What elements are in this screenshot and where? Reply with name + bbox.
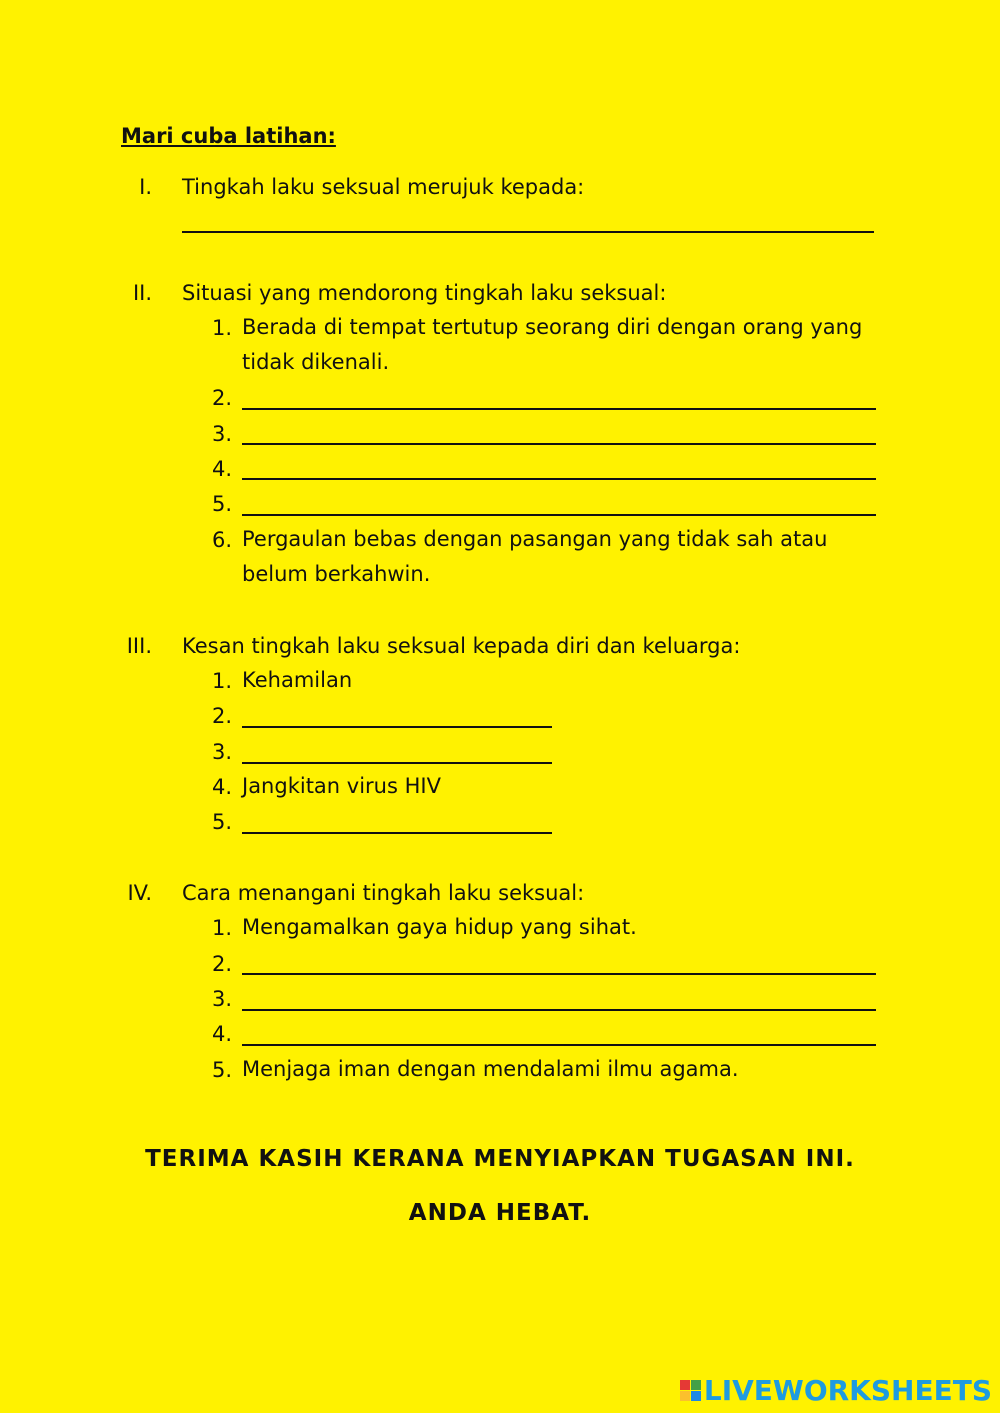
section-4-numeral: IV. bbox=[127, 881, 152, 905]
liveworksheets-brand bbox=[680, 1374, 992, 1407]
logo-square-red bbox=[680, 1380, 690, 1390]
section-2-item-6-line2: belum berkahwin. bbox=[242, 562, 431, 586]
liveworksheets-logo-icon bbox=[680, 1380, 701, 1401]
thank-you-message: TERIMA KASIH KERANA MENYIAPKAN TUGASAN INI. bbox=[145, 1146, 855, 1172]
section-4-item-2-number: 2. bbox=[211, 952, 232, 976]
section-2-item-5-number: 5. bbox=[211, 492, 232, 516]
section-4-item-3-number: 3. bbox=[211, 987, 232, 1011]
section-2-item-1-line1: Berada di tempat tertutup seorang diri dengan orang yang bbox=[242, 315, 863, 339]
section-2-item-6-text bbox=[242, 522, 827, 592]
exercise-heading: Mari cuba latihan: bbox=[121, 124, 336, 148]
section-3-item-4-text: Jangkitan virus HIV bbox=[242, 774, 441, 798]
section-2-item-4-blank[interactable] bbox=[242, 478, 876, 480]
section-3-numeral: III. bbox=[126, 634, 152, 658]
section-4-item-3-blank[interactable] bbox=[242, 1009, 876, 1011]
section-2-item-5-blank[interactable] bbox=[242, 514, 876, 516]
section-2-item-2-number: 2. bbox=[211, 386, 232, 410]
section-4-item-2-blank[interactable] bbox=[242, 973, 876, 975]
section-4-question: Cara menangani tingkah laku seksual: bbox=[182, 881, 585, 905]
section-2-item-1-line2: tidak dikenali. bbox=[242, 350, 390, 374]
section-1-numeral: I. bbox=[139, 175, 152, 199]
section-2-question: Situasi yang mendorong tingkah laku seksual: bbox=[182, 281, 667, 305]
logo-square-blue bbox=[691, 1391, 701, 1401]
section-3-question: Kesan tingkah laku seksual kepada diri dan keluarga: bbox=[182, 634, 741, 658]
logo-square-yellow bbox=[680, 1391, 690, 1401]
section-2-item-3-number: 3. bbox=[211, 422, 232, 446]
section-2-item-1-number: 1. bbox=[211, 316, 232, 340]
section-2-item-3-blank[interactable] bbox=[242, 443, 876, 445]
section-3-item-2-blank[interactable] bbox=[242, 726, 552, 728]
section-1-answer-blank[interactable] bbox=[182, 231, 874, 233]
section-4-item-5-text: Menjaga iman dengan mendalami ilmu agama. bbox=[242, 1057, 739, 1081]
section-2-numeral: II. bbox=[132, 281, 152, 305]
section-3-item-4-number: 4. bbox=[211, 775, 232, 799]
section-4-item-4-number: 4. bbox=[211, 1022, 232, 1046]
section-4-item-4-blank[interactable] bbox=[242, 1044, 876, 1046]
praise-message: ANDA HEBAT. bbox=[408, 1200, 592, 1226]
section-2-item-1-text bbox=[242, 310, 862, 380]
section-2-item-4-number: 4. bbox=[211, 457, 232, 481]
section-3-item-1-number: 1. bbox=[211, 669, 232, 693]
section-4-item-1-text: Mengamalkan gaya hidup yang sihat. bbox=[242, 915, 637, 939]
section-3-item-3-number: 3. bbox=[211, 740, 232, 764]
section-2-item-2-blank[interactable] bbox=[242, 408, 876, 410]
section-3-item-5-number: 5. bbox=[211, 810, 232, 834]
section-3-item-2-number: 2. bbox=[211, 704, 232, 728]
section-3-item-5-blank[interactable] bbox=[242, 832, 552, 834]
section-2-item-6-line1: Pergaulan bebas dengan pasangan yang tidak sah atau bbox=[242, 527, 828, 551]
logo-square-green bbox=[691, 1380, 701, 1390]
section-2-item-6-number: 6. bbox=[211, 528, 232, 552]
section-4-item-5-number: 5. bbox=[211, 1058, 232, 1082]
section-4-item-1-number: 1. bbox=[211, 916, 232, 940]
section-3-item-1-text: Kehamilan bbox=[242, 668, 353, 692]
section-3-item-3-blank[interactable] bbox=[242, 762, 552, 764]
section-1-question: Tingkah laku seksual merujuk kepada: bbox=[182, 175, 585, 199]
liveworksheets-wordmark: LIVEWORKSHEETS bbox=[703, 1374, 992, 1407]
